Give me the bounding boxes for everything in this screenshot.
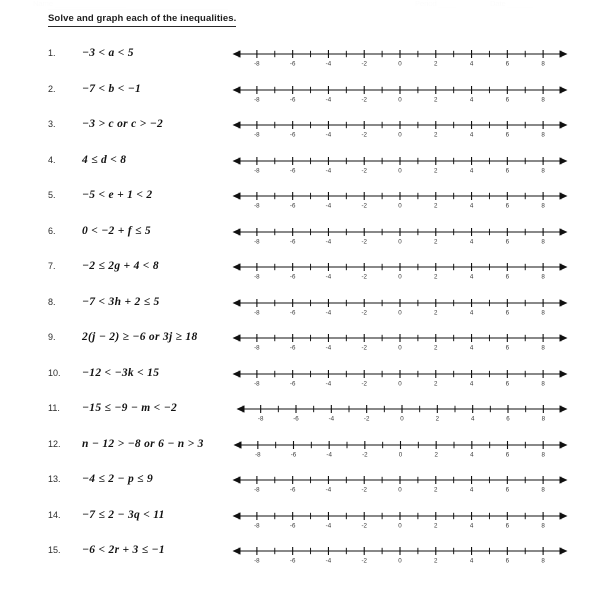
number-line-tick-label: -2: [361, 238, 367, 245]
problem-row: [0, 472, 600, 502]
number-line-tick-label: 0: [398, 60, 402, 68]
number-line-tick-label: 0: [398, 522, 402, 529]
number-line-tick-label: 2: [434, 522, 438, 529]
number-line-tick-label: -2: [361, 344, 367, 352]
number-line-svg: [232, 330, 568, 356]
number-line-tick-label: -6: [289, 96, 296, 103]
number-line-tick-label: -4: [325, 486, 332, 494]
ghost-period-field: Period ____: [415, 0, 456, 8]
number-line-tick-label: -6: [289, 522, 296, 529]
number-line-tick-label: 8: [541, 131, 545, 139]
number-line-tick-label: 2: [434, 380, 438, 387]
number-line-tick-label: 4: [469, 522, 474, 529]
number-line-tick-label: -6: [289, 273, 296, 281]
number-line-tick-label: 4: [469, 96, 474, 103]
number-line-tick-label: 4: [469, 309, 474, 316]
number-line-graph[interactable]: [232, 153, 568, 179]
number-line-svg: [232, 295, 568, 321]
number-line-tick-label: -8: [254, 131, 260, 139]
number-line-tick-label: -8: [254, 273, 260, 281]
problem-number: 1.: [48, 48, 56, 58]
problem-number: 9.: [48, 332, 56, 342]
number-line-tick-label: -2: [361, 96, 367, 103]
problem-row: [0, 543, 600, 573]
problem-row: [0, 366, 600, 396]
number-line-tick-label: -2: [361, 522, 367, 529]
number-line-tick-label: 0: [398, 486, 402, 494]
inequality-expression: −12 < −3k < 15: [82, 366, 160, 379]
number-line-tick-label: -2: [361, 167, 367, 174]
number-line-tick-label: 6: [506, 415, 510, 423]
number-line-tick-label: 6: [505, 380, 510, 387]
number-line-tick-label: 4: [469, 60, 474, 68]
number-line-tick-label: 2: [434, 60, 438, 68]
problem-number: 12.: [48, 438, 61, 449]
number-line-tick-label: -4: [328, 415, 335, 423]
number-line-tick-label: -2: [362, 451, 368, 458]
number-line-tick-label: -6: [293, 415, 299, 423]
number-line-tick-label: -2: [363, 415, 370, 423]
problem-number: 6.: [48, 225, 56, 236]
number-line-tick-label: -8: [254, 522, 260, 529]
number-line-tick-label: -8: [254, 167, 260, 174]
number-line-graph[interactable]: [232, 188, 568, 214]
number-line-tick-label: 2: [434, 344, 438, 352]
number-line-tick-label: -8: [254, 96, 260, 103]
number-line-tick-label: -4: [325, 60, 332, 68]
number-line-tick-label: -8: [254, 309, 260, 316]
number-line-tick-label: -8: [254, 380, 260, 387]
number-line-tick-label: 4: [470, 415, 475, 423]
number-line-svg: [233, 437, 568, 463]
number-line-tick-label: -4: [325, 167, 332, 174]
number-line-tick-label: -6: [289, 167, 296, 174]
number-line-tick-label: -4: [325, 344, 332, 352]
problem-row: [0, 46, 600, 76]
problem-row: [0, 82, 600, 112]
inequality-expression: −7 ≤ 2 − 3q < 11: [82, 508, 165, 521]
number-line-tick-label: -6: [289, 131, 296, 139]
problem-row: [0, 508, 600, 538]
number-line-tick-label: 6: [505, 60, 510, 68]
number-line-tick-label: 6: [505, 344, 510, 352]
number-line-graph[interactable]: [232, 224, 568, 250]
number-line-tick-label: -2: [361, 273, 367, 281]
number-line-tick-label: -4: [326, 451, 332, 458]
number-line-tick-label: 8: [541, 557, 545, 565]
inequality-expression: −3 < a < 5: [82, 47, 134, 59]
problem-row: [0, 224, 600, 254]
number-line-tick-label: -6: [289, 380, 296, 387]
number-line-tick-label: 8: [541, 380, 545, 387]
number-line-tick-label: -4: [325, 96, 332, 103]
number-line-tick-label: 6: [505, 557, 510, 565]
inequality-expression: −3 > c or c > −2: [82, 118, 164, 130]
number-line-tick-label: -8: [257, 415, 264, 423]
problem-row: [0, 188, 600, 218]
number-line-tick-label: 6: [505, 451, 510, 458]
number-line-svg: [232, 543, 568, 569]
number-line-tick-label: 6: [505, 131, 510, 139]
problem-number: 11.: [48, 403, 60, 413]
problem-number: 8.: [48, 296, 56, 307]
number-line-tick-label: 4: [469, 131, 474, 139]
number-line-tick-label: 2: [434, 451, 438, 458]
number-line-tick-label: -6: [289, 344, 296, 352]
number-line-tick-label: -8: [254, 238, 260, 245]
number-line-tick-label: -4: [325, 309, 332, 316]
number-line-tick-label: -8: [254, 202, 260, 210]
number-line-graph[interactable]: [233, 437, 568, 463]
number-line-tick-label: 0: [398, 380, 402, 387]
number-line-tick-label: -8: [254, 344, 260, 352]
number-line-tick-label: -4: [325, 522, 332, 529]
problem-number: 15.: [48, 545, 61, 555]
number-line-tick-label: 6: [505, 202, 510, 210]
number-line-tick-label: 2: [434, 309, 438, 316]
number-line-svg: [236, 401, 568, 427]
inequality-expression: −7 < b < −1: [82, 82, 142, 95]
ghost-rule: [48, 9, 228, 10]
number-line-tick-label: 8: [541, 486, 545, 494]
number-line-svg: [232, 82, 568, 108]
number-line-tick-label: 8: [541, 273, 545, 281]
number-line-svg: [232, 153, 568, 179]
inequality-expression: −15 ≤ −9 − m < −2: [82, 402, 178, 414]
problem-row: [0, 259, 600, 289]
number-line-tick-label: 0: [398, 202, 402, 210]
number-line-tick-label: -4: [325, 273, 332, 281]
number-line-tick-label: -4: [325, 131, 332, 139]
inequality-expression: −2 ≤ 2g + 4 < 8: [82, 260, 159, 272]
number-line-tick-label: -8: [254, 486, 260, 494]
number-line-tick-label: -8: [254, 557, 260, 565]
number-line-tick-label: -6: [289, 486, 296, 494]
inequality-expression: 2(j − 2) ≥ −6 or 3j ≥ 18: [82, 331, 198, 343]
problem-number: 7.: [48, 261, 56, 271]
number-line-tick-label: 6: [505, 96, 510, 103]
number-line-tick-label: -6: [289, 60, 296, 68]
number-line-tick-label: -6: [289, 309, 296, 316]
number-line-graph[interactable]: [232, 295, 568, 321]
number-line-tick-label: 8: [541, 96, 545, 103]
number-line-tick-label: -2: [361, 309, 367, 316]
number-line-tick-label: 8: [541, 451, 545, 458]
inequality-expression: −5 < e + 1 < 2: [82, 189, 153, 201]
number-line-svg: [232, 224, 568, 250]
number-line-graph[interactable]: [232, 117, 568, 143]
number-line-tick-label: 4: [469, 344, 474, 352]
number-line-tick-label: 0: [398, 131, 402, 139]
number-line-tick-label: 8: [541, 415, 546, 423]
scan-header-remnant: [0, 0, 600, 12]
number-line-svg: [232, 117, 568, 143]
inequality-expression: −6 < 2r + 3 ≤ −1: [82, 544, 165, 556]
problem-row: [0, 295, 600, 325]
number-line-tick-label: 8: [541, 344, 545, 352]
number-line-tick-label: -6: [289, 557, 296, 565]
number-line-tick-label: -4: [325, 238, 332, 245]
number-line-tick-label: 6: [505, 273, 510, 281]
number-line-tick-label: -4: [325, 557, 332, 565]
number-line-tick-label: -2: [361, 60, 367, 68]
number-line-graph[interactable]: [232, 46, 568, 72]
number-line-tick-label: -2: [361, 131, 367, 139]
number-line-tick-label: 0: [400, 415, 404, 423]
number-line-tick-label: 8: [541, 309, 545, 316]
number-line-tick-label: 8: [541, 60, 545, 68]
problem-row: [0, 117, 600, 147]
number-line-tick-label: 4: [469, 273, 474, 281]
number-line-graph[interactable]: [232, 366, 568, 392]
number-line-tick-label: 0: [398, 557, 402, 565]
number-line-tick-label: 8: [541, 522, 545, 529]
number-line-tick-label: 0: [398, 238, 402, 245]
problem-row: [0, 437, 600, 467]
number-line-graph[interactable]: [232, 543, 568, 569]
number-line-tick-label: -4: [325, 202, 332, 210]
number-line-graph[interactable]: [232, 472, 568, 498]
number-line-tick-label: 4: [469, 202, 474, 210]
ghost-date-field: Date ______: [490, 0, 533, 8]
number-line-tick-label: 4: [469, 557, 474, 565]
problem-number: 14.: [48, 509, 61, 520]
problem-number: 2.: [48, 83, 56, 94]
number-line-tick-label: 2: [434, 273, 438, 281]
problem-number: 3.: [48, 119, 56, 129]
number-line-graph[interactable]: [232, 508, 568, 534]
number-line-tick-label: 8: [541, 238, 545, 245]
number-line-svg: [232, 46, 568, 72]
number-line-tick-label: -8: [254, 60, 260, 68]
ghost-name-field: Name _________________: [33, 0, 126, 8]
number-line-tick-label: 6: [505, 486, 510, 494]
inequality-expression: n − 12 > −8 or 6 − n > 3: [82, 437, 204, 450]
number-line-svg: [232, 508, 568, 534]
number-line-graph[interactable]: [232, 330, 568, 356]
inequality-expression: 0 < −2 + f ≤ 5: [82, 224, 151, 237]
number-line-tick-label: -8: [255, 451, 261, 458]
number-line-graph[interactable]: [236, 401, 568, 427]
number-line-tick-label: 2: [434, 557, 438, 565]
number-line-tick-label: 4: [470, 451, 474, 458]
problem-row: [0, 330, 600, 360]
number-line-tick-label: 0: [398, 344, 402, 352]
number-line-tick-label: 2: [434, 486, 438, 494]
problem-row: [0, 153, 600, 183]
number-line-svg: [232, 259, 568, 285]
number-line-svg: [232, 472, 568, 498]
number-line-tick-label: 2: [435, 415, 440, 423]
number-line-tick-label: -6: [289, 202, 296, 210]
number-line-svg: [232, 366, 568, 392]
number-line-tick-label: 6: [505, 522, 510, 529]
number-line-tick-label: -2: [361, 380, 367, 387]
number-line-tick-label: 0: [398, 451, 403, 458]
problem-number: 13.: [48, 474, 61, 484]
number-line-tick-label: 6: [505, 309, 510, 316]
number-line-tick-label: 2: [434, 96, 438, 103]
problem-number: 4.: [48, 154, 56, 165]
number-line-tick-label: -6: [290, 451, 297, 458]
number-line-tick-label: 6: [505, 238, 510, 245]
number-line-tick-label: 2: [434, 131, 438, 139]
number-line-tick-label: 0: [398, 167, 402, 174]
number-line-tick-label: 4: [469, 167, 474, 174]
number-line-tick-label: 2: [434, 238, 438, 245]
problem-number: 5.: [48, 190, 56, 200]
number-line-tick-label: 4: [469, 238, 474, 245]
number-line-tick-label: 6: [505, 167, 510, 174]
number-line-tick-label: -4: [325, 380, 332, 387]
number-line-graph[interactable]: [232, 259, 568, 285]
number-line-tick-label: -2: [361, 202, 367, 210]
number-line-graph[interactable]: [232, 82, 568, 108]
number-line-tick-label: 0: [398, 309, 402, 316]
number-line-tick-label: -6: [289, 238, 296, 245]
number-line-tick-label: -2: [361, 486, 367, 494]
number-line-tick-label: 0: [398, 273, 402, 281]
number-line-svg: [232, 188, 568, 214]
number-line-tick-label: -2: [361, 557, 367, 565]
number-line-tick-label: 4: [469, 486, 474, 494]
worksheet-title: Solve and graph each of the inequalities.: [48, 13, 236, 27]
number-line-tick-label: 2: [434, 202, 438, 210]
inequality-expression: −7 < 3h + 2 ≤ 5: [82, 295, 160, 308]
inequality-expression: −4 ≤ 2 − p ≤ 9: [82, 473, 154, 485]
number-line-tick-label: 4: [469, 380, 474, 387]
problem-number: 10.: [48, 367, 61, 378]
number-line-tick-label: 8: [541, 167, 545, 174]
problem-row: [0, 401, 600, 431]
number-line-tick-label: 2: [434, 167, 438, 174]
number-line-tick-label: 0: [398, 96, 402, 103]
number-line-tick-label: 8: [541, 202, 545, 210]
inequality-expression: 4 ≤ d < 8: [82, 153, 127, 166]
